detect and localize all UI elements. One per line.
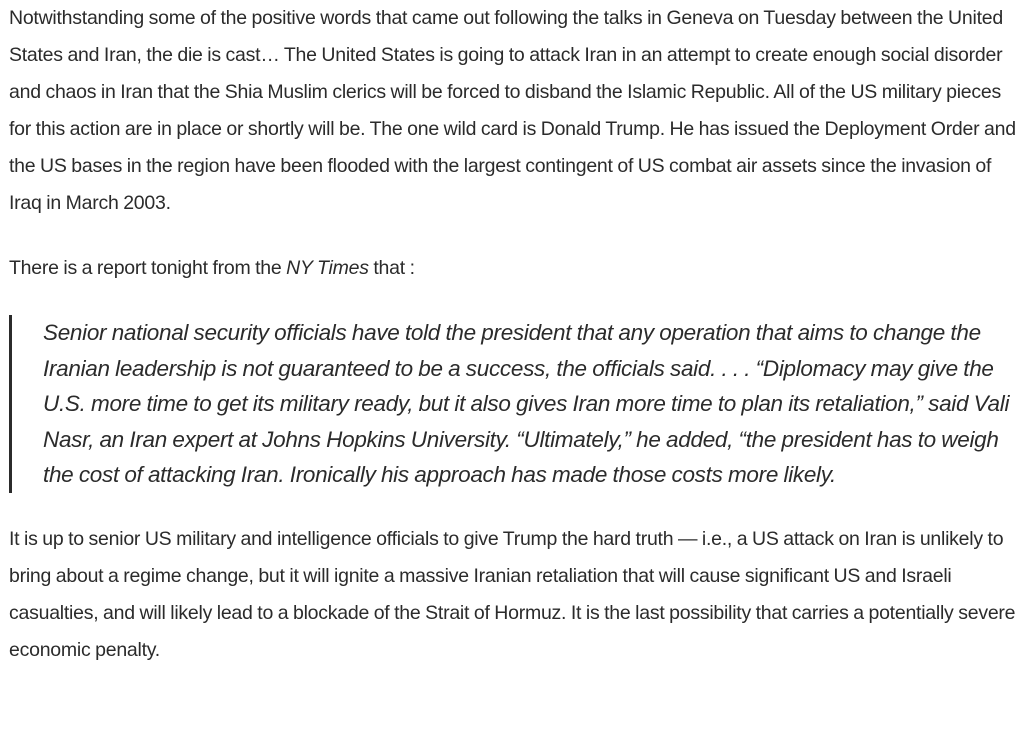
paragraph-geneva-talks: Notwithstanding some of the positive words that came out following the talks in Geneva on Tuesday between the United States and Iran, the die is cast… The United States is going to attack Iran in an attempt to create enough social disorder and chaos in Iran that the Shia Muslim clerics will be forced to disband the Islamic Republic. All of the US military pieces for this action are in place or shortly will be. The one wild card is Donald Trump. He has issued the Deployment Order and the US bases in the region have been flooded with the largest contingent of US combat air assets since the invasion of Iraq in March 2003.: [9, 7, 1016, 214]
paragraph-nyt-intro-after: that :: [368, 257, 415, 279]
paragraph-nyt-intro-before: There is a report tonight from the: [9, 257, 287, 279]
paragraph-nyt-intro: [9, 250, 1021, 287]
paragraph-hard-truth: It is up to senior US military and intelligence officials to give Trump the hard truth — i.e., a US attack on Iran is unlikely to bring about a regime change, but it will ignite a massive Iranian retaliation that will cause significant US and Israeli casualties, and will likely lead to a blockade of the Strait of Hormuz. It is the last possibility that carries a potentially severe economic penalty.: [9, 527, 1016, 661]
blockquote-text: Senior national security officials have told the president that any operation that aims to change the Iranian leadership is not guaranteed to be a success, the officials said. . . . “Diplomacy may give the U.S. more time to get its military ready, but it also gives Iran more time to plan its retaliation,” said Vali Nasr, an Iran expert at Johns Hopkins University. “Ultimately,” he added, “the president has to weigh the cost of attacking Iran. Ironically his approach has made those costs more likely.: [43, 320, 1010, 487]
source-nyt: NY Times: [286, 257, 369, 279]
article-body: [9, 0, 1021, 669]
blockquote: [9, 315, 1021, 493]
